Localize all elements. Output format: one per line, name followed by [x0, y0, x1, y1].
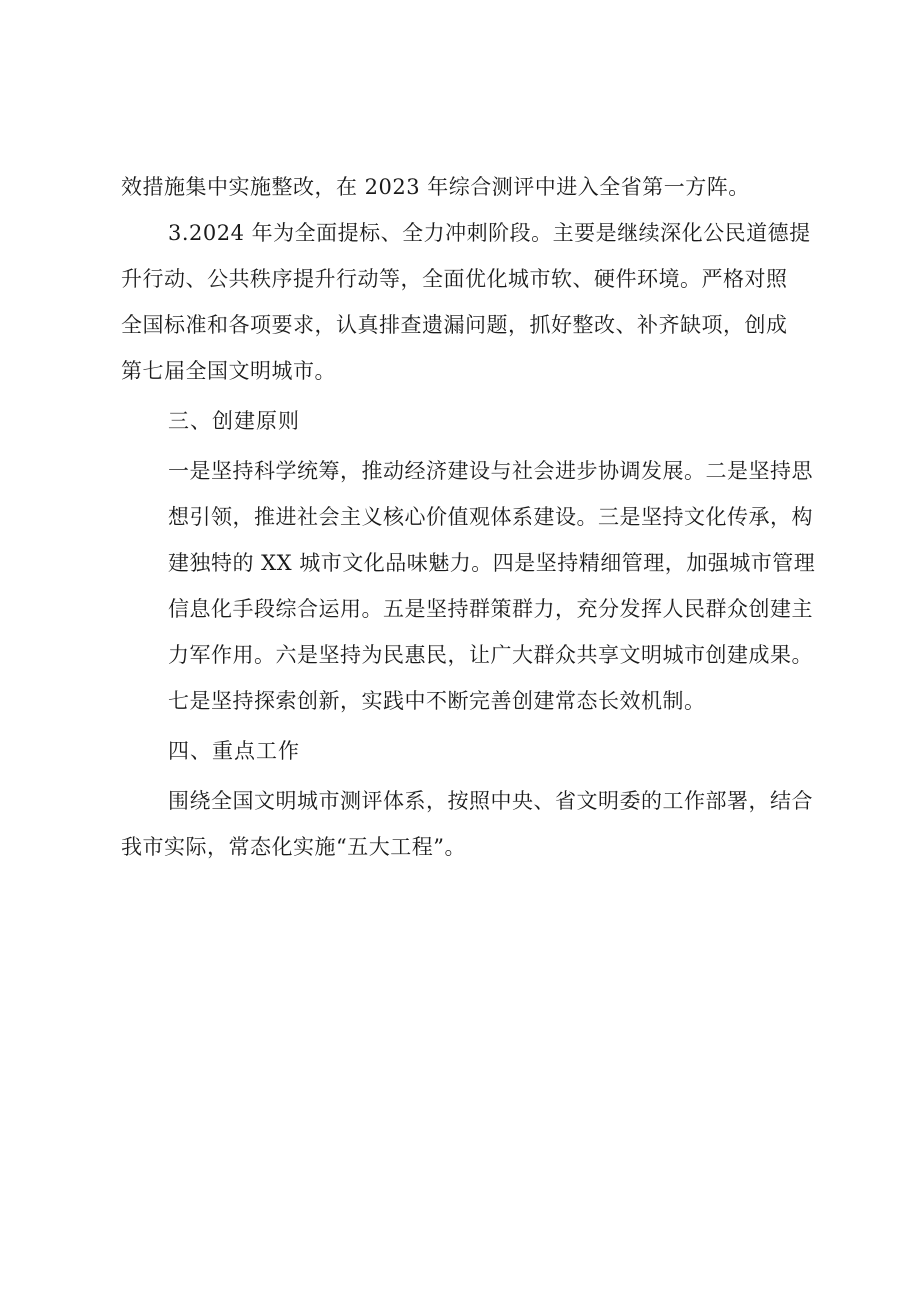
paragraph-line: 围绕全国文明城市测评体系，按照中央、省文明委的工作部署，结合	[168, 789, 813, 813]
section-heading: 四、重点工作	[168, 739, 300, 763]
paragraph-line: 升行动、公共秩序提升行动等，全面优化城市软、硬件环境。严格对照	[121, 267, 788, 291]
paragraph-line: 一是坚持科学统筹，推动经济建设与社会进步协调发展。二是坚持思	[168, 459, 813, 483]
paragraph-line: 七是坚持探索创新，实践中不断完善创建常态长效机制。	[168, 689, 706, 713]
paragraph-line: 第七届全国文明城市。	[121, 359, 336, 383]
paragraph-line: 想引领，推进社会主义核心价值观体系建设。三是坚持文化传承，构	[168, 505, 813, 529]
paragraph-line: 力军作用。六是坚持为民惠民，让广大群众共享文明城市创建成果。	[168, 643, 813, 667]
paragraph-line: 全国标准和各项要求，认真排查遗漏问题，抓好整改、补齐缺项，创成	[121, 313, 788, 337]
paragraph-line: 我市实际，常态化实施“五大工程”。	[121, 835, 466, 859]
paragraph-line: 效措施集中实施整改，在 2023 年综合测评中进入全省第一方阵。	[121, 175, 750, 199]
paragraph-line: 信息化手段综合运用。五是坚持群策群力，充分发挥人民群众创建主	[168, 597, 813, 621]
paragraph-line: 建独特的 XX 城市文化品味魅力。四是坚持精细管理，加强城市管理	[168, 551, 816, 575]
section-heading: 三、创建原则	[168, 409, 300, 433]
paragraph-line: 3.2024 年为全面提标、全力冲刺阶段。主要是继续深化公民道德提	[168, 221, 811, 245]
